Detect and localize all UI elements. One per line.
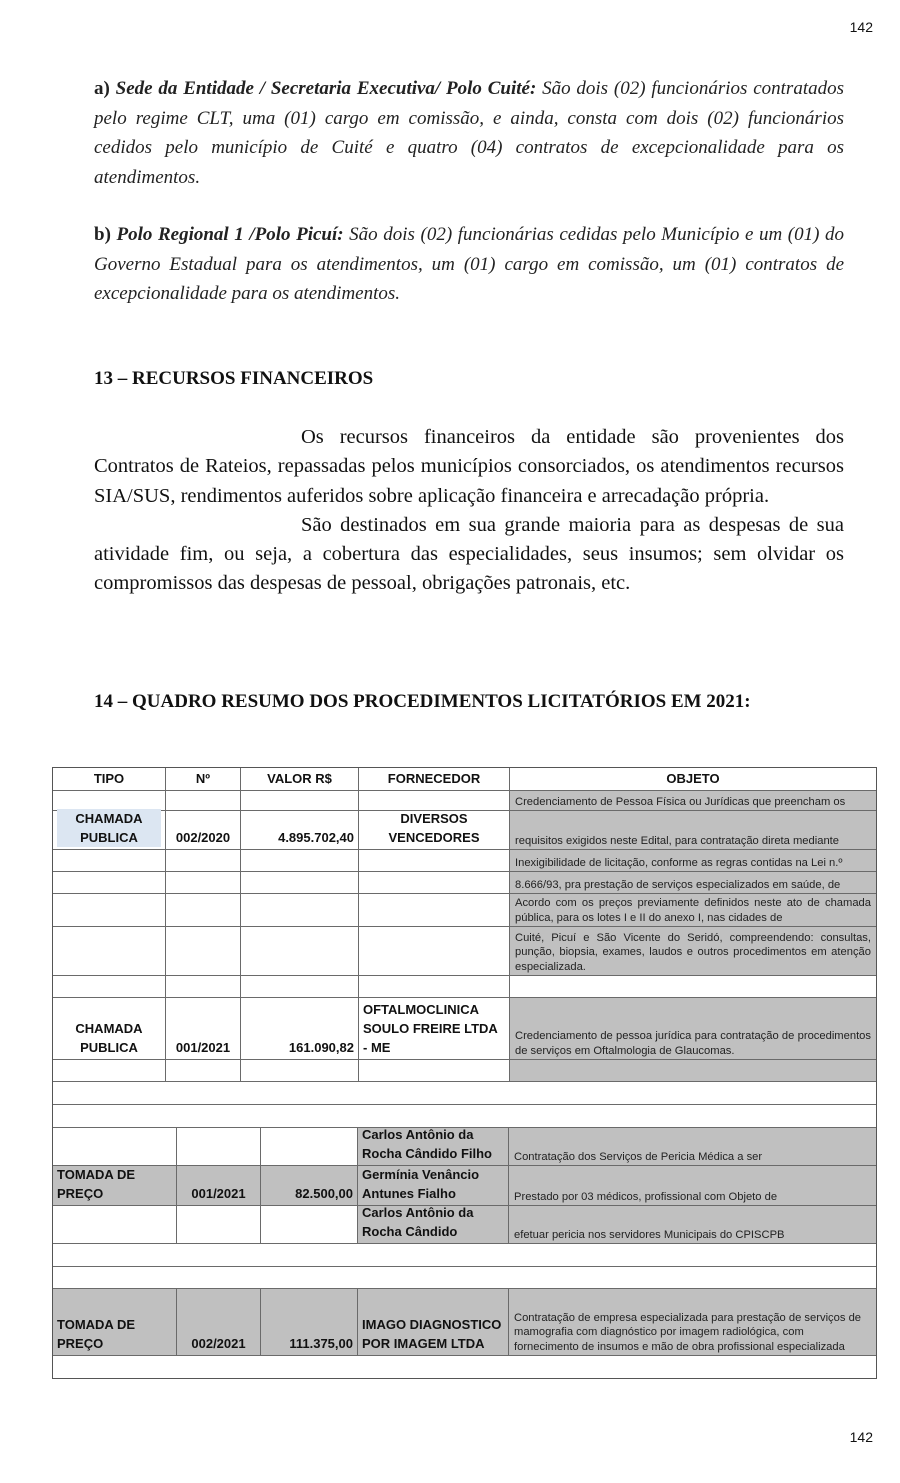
table-row xyxy=(53,927,876,976)
header-valor: VALOR R$ xyxy=(241,768,359,790)
fornecedor-cell: Germínia Venâncio Antunes Fialho xyxy=(358,1166,509,1205)
header-tipo: TIPO xyxy=(53,768,166,790)
section-a-text: São dois (02) funcionários contratados pelo regime CLT, uma (01) cargo em comissão, e ainda, consta com dois (02) funcionários cedidos pelo município de Cuité e quatro (04) contratos de excepcionalidade para os atendimentos. xyxy=(94,78,844,188)
table-row xyxy=(53,1166,876,1206)
header-objeto: OBJETO xyxy=(666,770,720,786)
section-13-body xyxy=(94,423,844,599)
tipo-cell: TOMADA DE PREÇO xyxy=(53,1289,177,1355)
table-row xyxy=(53,998,876,1060)
fornecedor-cell: OFTALMOCLINICA SOULO FREIRE LTDA - ME xyxy=(359,998,510,1059)
valor-cell: 111.375,00 xyxy=(261,1289,358,1355)
section-a-paragraph xyxy=(94,74,844,192)
page-number-top: 142 xyxy=(849,19,873,35)
header-fornecedor: FORNECEDOR xyxy=(359,768,510,790)
header-numero: Nº xyxy=(166,768,241,790)
section-b-label: b) xyxy=(94,224,111,245)
tipo-cell: TOMADA DE PREÇO xyxy=(53,1166,177,1205)
valor-cell: 161.090,82 xyxy=(241,998,359,1059)
table-row-empty xyxy=(53,1082,876,1105)
section-b-title: Polo Regional 1 /Polo Picuí: xyxy=(116,224,344,245)
table-header-row xyxy=(53,768,876,791)
table-row xyxy=(53,850,876,872)
table-row-empty xyxy=(53,1244,876,1267)
objeto-cell: Cuité, Picuí e São Vicente do Seridó, compreendendo: consultas, punção, biopsia, exames, laudos e outros procedimentos em atenção especializada. xyxy=(510,927,876,975)
table-row xyxy=(53,976,876,998)
section-13-paragraph-1: Os recursos financeiros da entidade são provenientes dos Contratos de Rateios, repassadas pelos municípios consorciados, os atendimentos recursos SIA/SUS, rendimentos auferidos sobre aplicação financeira e arrecadação própria. xyxy=(94,426,844,507)
objeto-cell: Credenciamento de pessoa jurídica para contratação de procedimentos de serviços em Oftalmologia de Glaucomas. xyxy=(510,998,876,1059)
table-row-empty xyxy=(53,1356,876,1378)
table-row xyxy=(53,872,876,894)
tipo-cell: CHAMADA PUBLICA xyxy=(53,811,166,849)
objeto-cell: Inexigibilidade de licitação, conforme as regras contidas na Lei n.º xyxy=(510,850,876,871)
section-b-paragraph xyxy=(94,220,844,309)
fornecedor-cell: DIVERSOS VENCEDORES xyxy=(359,811,510,849)
section-a-label: a) xyxy=(94,78,110,99)
fornecedor-cell: Carlos Antônio da Rocha Cândido Filho xyxy=(358,1128,509,1165)
table-row xyxy=(53,791,876,811)
fornecedor-cell: Carlos Antônio da Rocha Cândido xyxy=(358,1206,509,1243)
tipo-cell: CHAMADA PUBLICA xyxy=(53,998,166,1059)
section-13-heading: 13 – RECURSOS FINANCEIROS xyxy=(94,368,374,389)
table-row xyxy=(53,894,876,927)
table-row-empty xyxy=(53,1267,876,1289)
numero-cell: 002/2021 xyxy=(177,1289,261,1355)
objeto-cell: requisitos exigidos neste Edital, para contratação direta mediante xyxy=(510,811,876,849)
table-row xyxy=(53,811,876,850)
numero-cell: 002/2020 xyxy=(166,811,241,849)
section-b-text: São dois (02) funcionárias cedidas pelo Município e um (01) do Governo Estadual para os atendimentos, um (01) cargo em comissão, um (01) contratos de excepcionalidade para os atendimentos. xyxy=(94,224,845,304)
objeto-cell: efetuar pericia nos servidores Municipais do CPISCPB xyxy=(509,1206,876,1243)
objeto-cell: Prestado por 03 médicos, profissional com Objeto de xyxy=(509,1166,876,1205)
section-13-paragraph-2: São destinados em sua grande maioria para as despesas de sua atividade fim, ou seja, a cobertura das especialidades, seus insumos; sem olvidar os compromissos das despesas de pessoal, obrigações patronais, etc. xyxy=(94,513,844,595)
section-a-title: Sede da Entidade / Secretaria Executiva/ Polo Cuité: xyxy=(115,78,537,99)
section-14-heading: 14 – QUADRO RESUMO DOS PROCEDIMENTOS LICITATÓRIOS EM 2021: xyxy=(94,691,751,712)
table-row xyxy=(53,1128,876,1166)
table-row xyxy=(53,1060,876,1082)
page-number-bottom: 142 xyxy=(849,1429,873,1445)
objeto-cell: Credenciamento de Pessoa Física ou Jurídicas que preencham os xyxy=(510,791,876,810)
procurement-table xyxy=(52,767,877,1379)
valor-cell: 4.895.702,40 xyxy=(241,811,359,849)
valor-cell: 82.500,00 xyxy=(261,1166,358,1205)
table-row xyxy=(53,1206,876,1244)
table-row xyxy=(53,1289,876,1356)
objeto-cell: Acordo com os preços previamente definidos neste ato de chamada pública, para os lotes I e II do anexo I, nas cidades de xyxy=(510,894,876,926)
numero-cell: 001/2021 xyxy=(177,1166,261,1205)
fornecedor-cell: IMAGO DIAGNOSTICO POR IMAGEM LTDA xyxy=(358,1289,509,1355)
numero-cell: 001/2021 xyxy=(166,998,241,1059)
objeto-cell: Contratação de empresa especializada para prestação de serviços de mamografia com diagnóstico por imagem radiológica, com fornecimento de insumos e mão de obra profissional especializada xyxy=(509,1289,876,1355)
objeto-cell: Contratação dos Serviços de Pericia Médica a ser xyxy=(509,1128,876,1165)
objeto-cell: 8.666/93, pra prestação de serviços especializados em saúde, de xyxy=(510,872,876,893)
